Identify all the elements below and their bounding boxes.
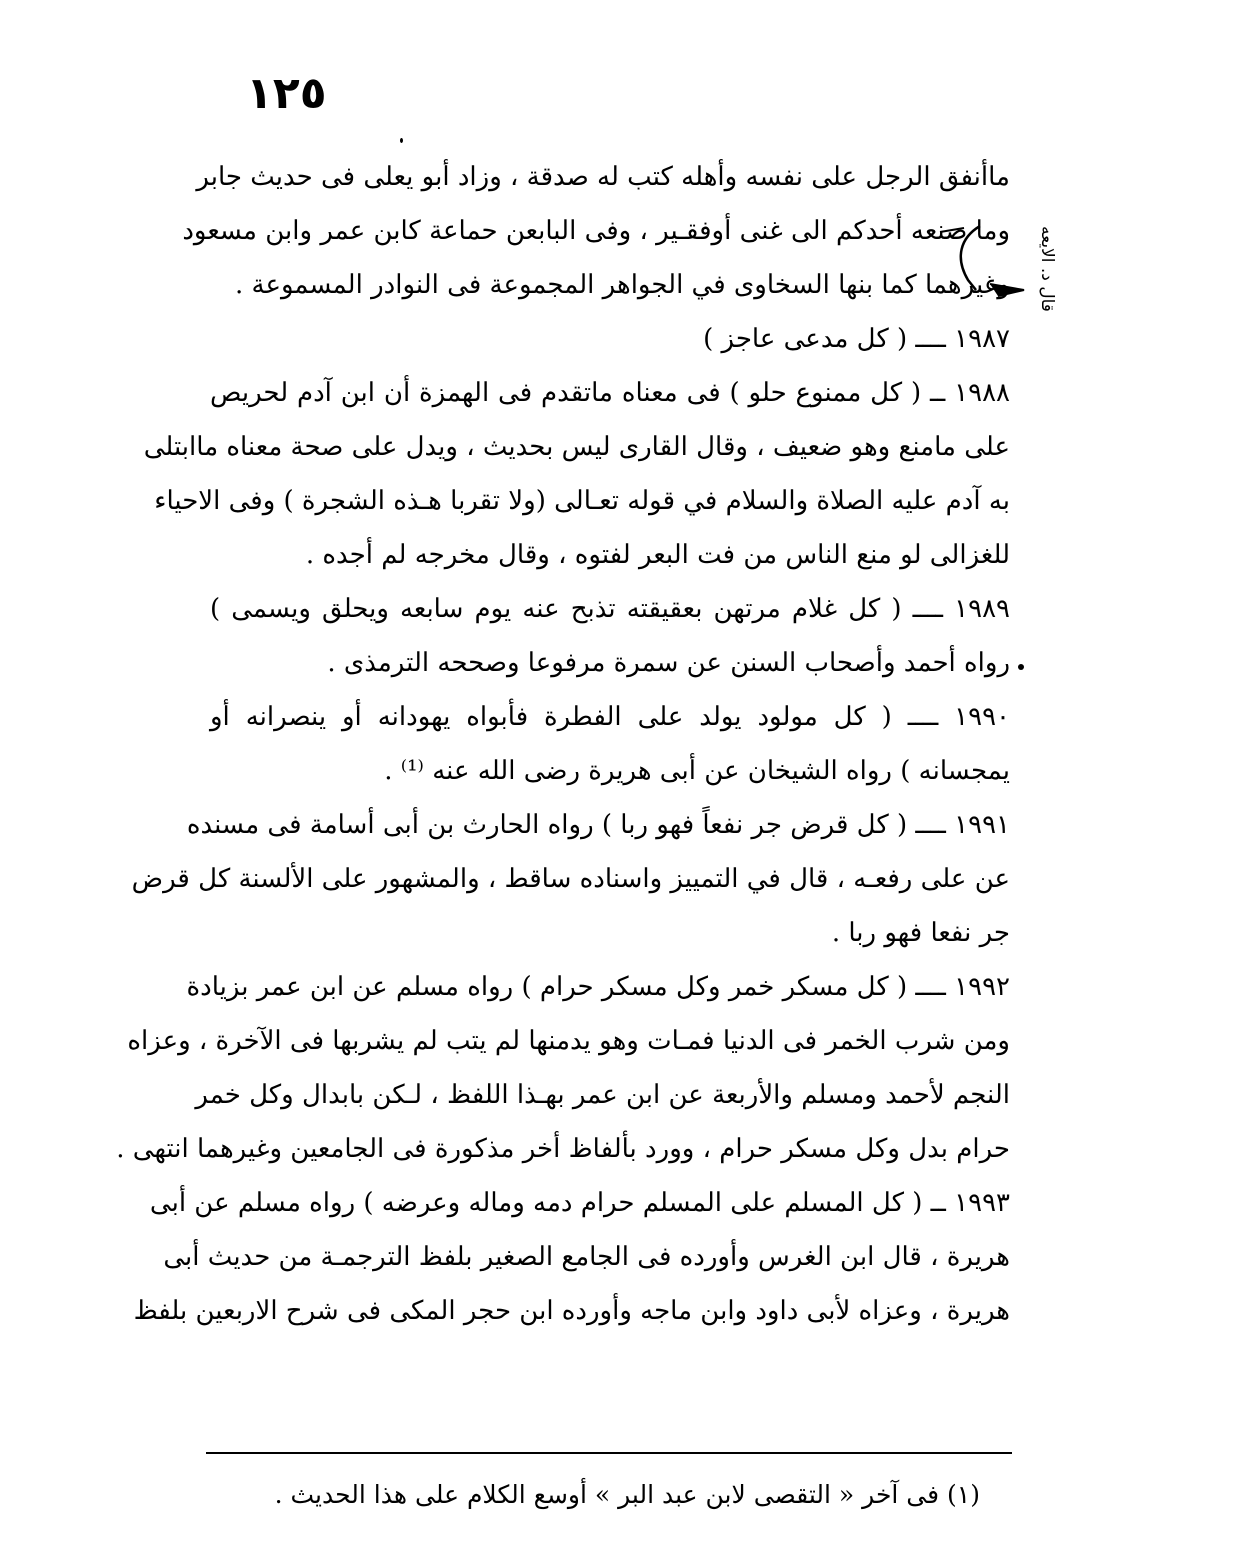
text-line: على مامنع وهو ضعيف ، وقال القارى ليس بحديث ، ويدل على صحة معناه ماابتلى xyxy=(143,432,1010,462)
text-line: يمجسانه ) رواه الشيخان عن أبى هريرة رضى الله عنه ⁽¹⁾ . xyxy=(384,756,1010,786)
footnote: (١) فى آخر « التقصى لابن عبد البر » أوسع الكلام على هذا الحديث . xyxy=(274,1480,980,1509)
text-line: وما صنعه أحدكم الى غنى أوفقـير ، وفى البابعن حماعة كابن عمر وابن مسعود xyxy=(182,216,1010,246)
entry-heading-1991: ١٩٩١ ــــ ( كل قرض جر نفعاً فهو ربا ) رواه الحارث بن أبى أسامة فى مسنده xyxy=(186,810,1010,840)
page-number: ١٢٥ xyxy=(246,68,327,119)
entry-heading-1992: ١٩٩٢ ــــ ( كل مسكر خمر وكل مسكر حرام ) رواه مسلم عن ابن عمر بزيادة xyxy=(186,972,1010,1002)
text-line: به آدم عليه الصلاة والسلام في قوله تعـالى (ولا تقربا هـذه الشجرة ) وفى الاحياء xyxy=(154,486,1010,516)
stray-dot-mark xyxy=(400,138,403,143)
text-line: وغيرهما كما بنها السخاوى في الجواهر المجموعة فى النوادر المسموعة . xyxy=(235,270,1010,300)
main-text-block xyxy=(116,150,1010,1338)
text-line: للغزالى لو منع الناس من فت البعر لفتوه ، وقال مخرجه لم أجده . xyxy=(305,540,1010,570)
entry-heading-1987: ١٩٨٧ ــــ ( كل مدعى عاجز ) xyxy=(703,324,1010,354)
text-line: جر نفعا فهو ربا . xyxy=(831,918,1010,948)
text-line: ماأنفق الرجل على نفسه وأهله كتب له صدقة ، وزاد أبو يعلى فى حديث جابر xyxy=(196,162,1010,192)
text-line: ومن شرب الخمر فى الدنيا فمـات وهو يدمنها لم يتب لم يشربها فى الآخرة ، وعزاه xyxy=(127,1026,1010,1056)
text-line: هريرة ، وعزاه لأبى داود وابن ماجه وأورده ابن حجر المكى فى شرح الاربعين بلفظ xyxy=(133,1296,1010,1326)
entry-heading-1989: ١٩٨٩ ــــ ( كل غلام مرتهن بعقيقته تذبح عنه يوم سابعه ويحلق ويسمى ) xyxy=(210,594,1010,624)
entry-heading-1990: ١٩٩٠ ــــ ( كل مولود يولد على الفطرة فأبواه يهودانه أو ينصرانه أو xyxy=(210,702,1010,732)
margin-annotation: قال د. الايعه xyxy=(1037,226,1057,312)
text-line: النجم لأحمد ومسلم والأربعة عن ابن عمر بهـذا اللفظ ، لـكن بابدال وكل خمر xyxy=(195,1080,1010,1110)
text-line: هريرة ، قال ابن الغرس وأورده فى الجامع الصغير بلفظ الترجمـة من حديث أبى xyxy=(163,1242,1010,1272)
text-line: حرام بدل وكل مسكر حرام ، وورد بألفاظ أخر مذكورة فى الجامعين وغيرهما انتهى . xyxy=(116,1134,1010,1164)
text-line: رواه أحمد وأصحاب السنن عن سمرة مرفوعا وصححه الترمذى . xyxy=(327,648,1010,678)
entry-heading-1993: ١٩٩٣ ــ ( كل المسلم على المسلم حرام دمه وماله وعرضه ) رواه مسلم عن أبى xyxy=(149,1188,1010,1218)
footnote-divider xyxy=(206,1452,1012,1454)
stray-dot-mark xyxy=(1018,664,1024,670)
text-line: عن على رفعـه ، قال في التمييز واسناده ساقط ، والمشهور على الألسنة كل قرض xyxy=(131,864,1010,894)
entry-heading-1988: ١٩٨٨ ــ ( كل ممنوع حلو ) فى معناه ماتقدم فى الهمزة أن ابن آدم لحريص xyxy=(210,378,1010,408)
